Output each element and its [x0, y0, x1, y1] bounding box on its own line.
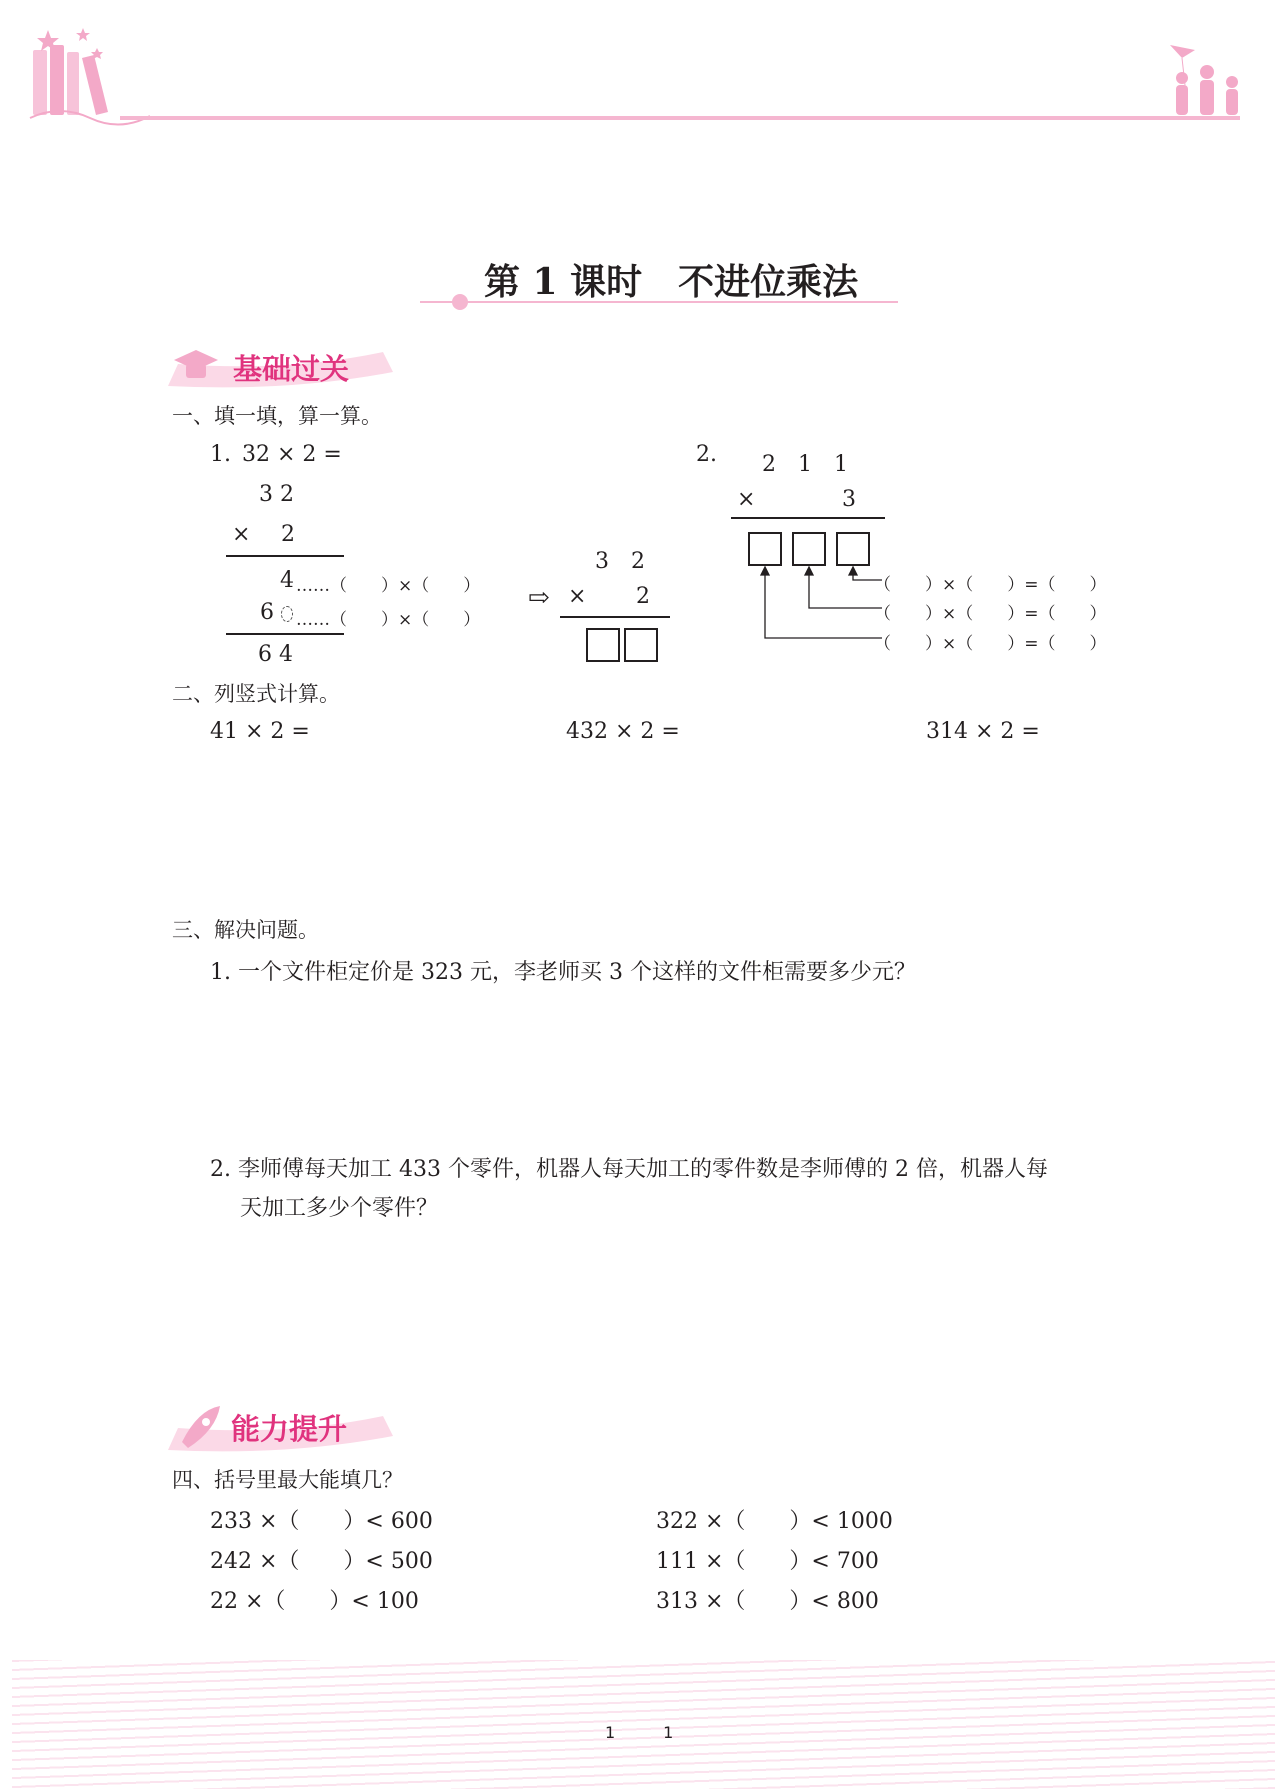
page-title: 第 1 课时 不进位乘法: [484, 261, 859, 303]
q1-p1-right-top: 3 2: [595, 549, 645, 574]
q1-p2-row3: （ ）×（ ）=（ ）: [874, 634, 1107, 654]
q4-left-item: 22 ×（ ）< 100: [210, 1589, 419, 1614]
q1-p1-result: 6 4: [258, 642, 293, 667]
answer-box[interactable]: [586, 628, 620, 662]
title-underline: [420, 290, 900, 314]
q1-p1-right-rule: [560, 616, 670, 618]
q1-p1-right-times: ×: [568, 584, 587, 609]
q1-p2-times: ×: [737, 487, 756, 512]
q2-item: 432 × 2 =: [566, 719, 680, 744]
q1-p1-row1-digit: 4: [280, 568, 294, 593]
q1-p2-row2: （ ）×（ ）=（ ）: [874, 604, 1107, 624]
q1-p1-num: 1.: [210, 442, 231, 467]
q4-heading: 四、括号里最大能填几？: [172, 1468, 403, 1492]
header-decoration: [0, 0, 1287, 150]
q2-heading: 二、列竖式计算。: [172, 682, 340, 706]
right-arrow-icon: ⇨: [528, 583, 550, 613]
q3-problem-1: 1. 一个文件柜定价是 323 元，李老师买 3 个这样的文件柜需要多少元？: [210, 960, 916, 985]
q1-p1-rule-2: [226, 633, 344, 635]
q1-p1-row2-fill: ……（ ）×（ ）: [296, 610, 481, 630]
q1-p1-top: 3 2: [259, 482, 294, 507]
section-label-basic: 基础过关: [233, 352, 350, 386]
q1-p1-expr: 32 × 2 =: [242, 442, 342, 467]
q4-right-item: 111 ×（ ）< 700: [656, 1549, 879, 1574]
q1-p2-top: 2 1 1: [762, 452, 848, 477]
page-number: 1 1: [605, 1723, 674, 1742]
q2-item: 314 × 2 =: [926, 719, 1040, 744]
q4-left-item: 242 ×（ ）< 500: [210, 1549, 433, 1574]
q1-p2-rule: [731, 517, 885, 519]
answer-box[interactable]: [624, 628, 658, 662]
q3-problem-2-line2: 天加工多少个零件？: [240, 1196, 439, 1221]
q1-p1-rule-1: [226, 555, 344, 557]
q1-p2-row1: （ ）×（ ）=（ ）: [874, 575, 1107, 595]
q2-item: 41 × 2 =: [210, 719, 310, 744]
books-illustration: [30, 45, 150, 125]
header-rule: [120, 116, 1240, 120]
children-silhouette: [1170, 45, 1238, 115]
q1-heading: 一、填一填，算一算。: [172, 404, 382, 428]
q1-p1-mult: 2: [281, 522, 295, 547]
q3-heading: 三、解决问题。: [172, 918, 319, 942]
dotted-zero-placeholder: [281, 606, 293, 622]
q1-p2-num: 2.: [696, 442, 717, 467]
q4-right-item: 313 ×（ ）< 800: [656, 1589, 879, 1614]
q1-p1-row2-digit: 6: [260, 600, 274, 625]
q1-p1-times: ×: [232, 522, 251, 547]
q1-p1-row1-fill: ……（ ）×（ ）: [296, 576, 481, 596]
q4-right-item: 322 ×（ ）< 1000: [656, 1509, 893, 1534]
connector-arrows: [740, 560, 890, 660]
q1-p1-right-mult: 2: [636, 584, 650, 609]
q4-left-item: 233 ×（ ）< 600: [210, 1509, 433, 1534]
section-label-advanced: 能力提升: [231, 1412, 348, 1446]
q3-problem-2-line1: 2. 李师傅每天加工 433 个零件，机器人每天加工的零件数是李师傅的 2 倍，机器人每: [210, 1157, 1048, 1182]
q1-p2-mult: 3: [842, 487, 856, 512]
